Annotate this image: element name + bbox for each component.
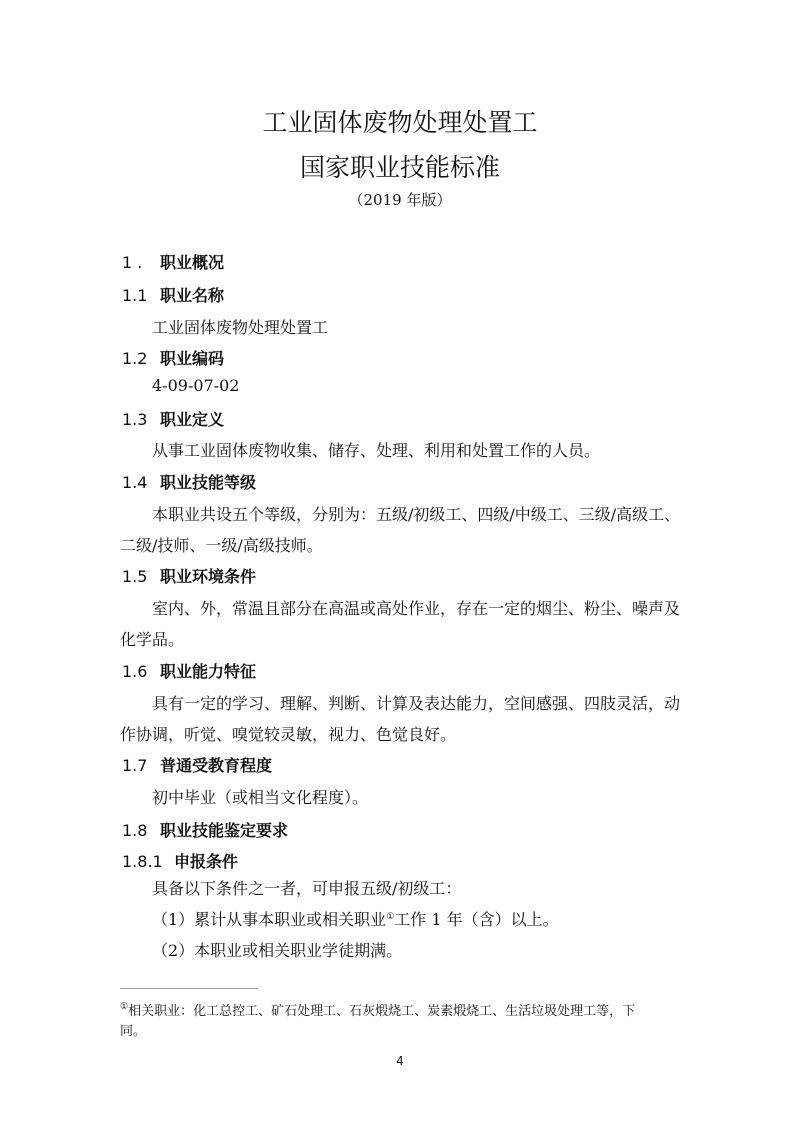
condition-1-text-a: （1）累计从事本职业或相关职业 [152, 910, 387, 929]
heading-number: 1.5 [122, 567, 148, 586]
page-number: 4 [396, 1054, 404, 1068]
edition-label: （2019 年版） [348, 191, 452, 209]
document-subtitle: 国家职业技能标准 [299, 153, 500, 182]
heading-1-8 [122, 818, 288, 841]
heading-number: 1.7 [122, 756, 148, 775]
paragraph-environment-line2: 化学品。 [120, 630, 185, 649]
heading-text: 职业名称 [160, 286, 225, 305]
footnote-ref[interactable]: ① [386, 912, 395, 922]
footnote-line1 [120, 1000, 635, 1019]
footnote-divider [120, 988, 258, 989]
heading-1-5 [122, 564, 256, 587]
paragraph-education: 初中毕业（或相当文化程度）。 [152, 788, 369, 807]
paragraph-ability-line1: 具有一定的学习、理解、判断、计算及表达能力，空间感强、四肢灵活，动 [152, 694, 681, 713]
heading-text: 职业技能鉴定要求 [160, 821, 289, 840]
heading-number: 1.3 [122, 410, 148, 429]
heading-number: 1.4 [122, 473, 148, 492]
list-item-condition-1 [152, 907, 559, 930]
document-title: 工业固体废物处理处置工 [262, 108, 538, 137]
heading-text: 职业概况 [160, 253, 225, 272]
heading-number: 1 . [122, 253, 143, 272]
heading-number: 1.8.1 [122, 852, 163, 871]
heading-1-6 [122, 659, 256, 682]
paragraph-environment-line1: 室内、外，常温且部分在高温或高处作业，存在一定的烟尘、粉尘、噪声及 [152, 599, 681, 618]
paragraph-ability-line2: 作协调，听觉、嗅觉较灵敏，视力、色觉良好。 [120, 725, 457, 744]
heading-1-8-1 [122, 849, 238, 872]
heading-text: 普通受教育程度 [160, 756, 273, 775]
heading-text: 职业技能等级 [160, 473, 257, 492]
heading-number: 1.1 [122, 286, 148, 305]
paragraph-skill-levels-line2: 二级/技师、一级/高级技师。 [120, 536, 323, 555]
footnote-text: 相关职业：化工总控工、矿石处理工、石灰煅烧工、炭素煅烧工、生活垃圾处理工等，下 [128, 1004, 636, 1019]
heading-text: 职业环境条件 [160, 567, 257, 586]
heading-text: 职业定义 [160, 410, 225, 429]
condition-1-text-b: 工作 1 年（含）以上。 [394, 910, 559, 929]
heading-1-7 [122, 753, 272, 776]
paragraph-application-intro: 具备以下条件之一者，可申报五级/初级工： [152, 879, 462, 898]
paragraph-skill-levels-line1: 本职业共设五个等级，分别为：五级/初级工、四级/中级工、三级/高级工、 [152, 505, 681, 524]
paragraph-occupation-name: 工业固体废物处理处置工 [152, 318, 329, 337]
heading-text: 申报条件 [174, 852, 239, 871]
heading-1-4 [122, 470, 256, 493]
heading-1-1 [122, 283, 224, 306]
heading-1-3 [122, 407, 224, 430]
heading-number: 1.8 [122, 821, 148, 840]
paragraph-occupation-code: 4-09-07-02 [152, 376, 240, 395]
paragraph-occupation-definition: 从事工业固体废物收集、储存、处理、利用和处置工作的人员。 [152, 441, 601, 460]
heading-number: 1.6 [122, 662, 148, 681]
footnote-mark: ① [120, 1002, 129, 1012]
heading-text: 职业编码 [160, 349, 225, 368]
heading-number: 1.2 [122, 349, 148, 368]
list-item-condition-2: （2）本职业或相关职业学徒期满。 [152, 941, 403, 960]
heading-text: 职业能力特征 [160, 662, 257, 681]
heading-1 [122, 250, 224, 273]
heading-1-2 [122, 346, 224, 369]
footnote-line2: 同。 [120, 1024, 147, 1039]
